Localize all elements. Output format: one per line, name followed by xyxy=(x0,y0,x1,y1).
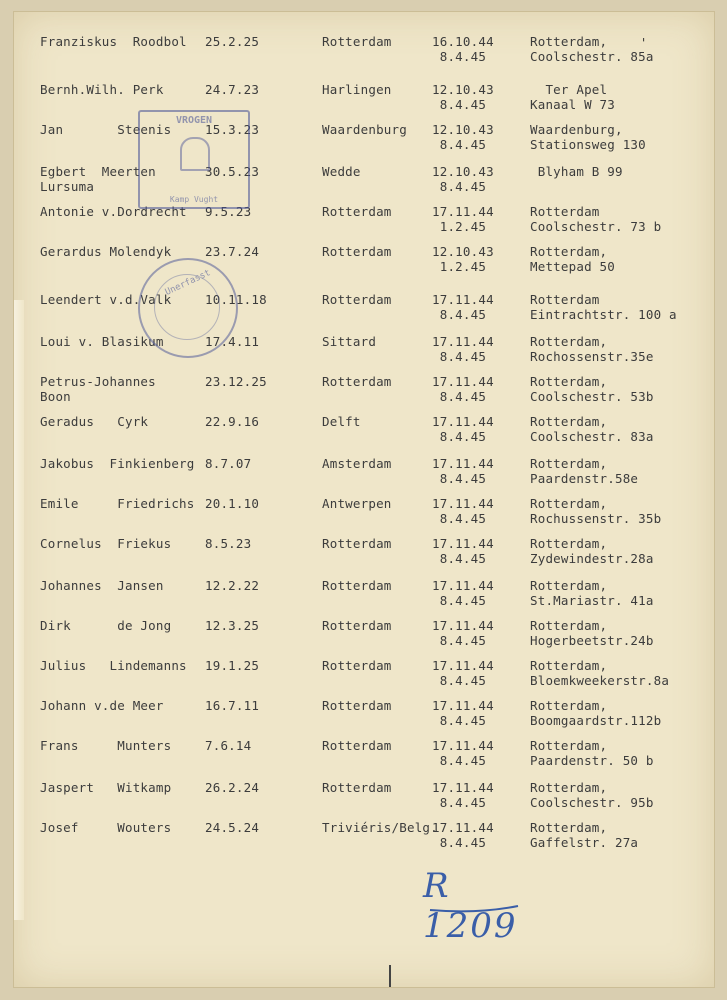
entry-address: Rotterdam, Zydewindestr.28a xyxy=(530,536,654,566)
entry-name: Johannes Jansen xyxy=(40,578,164,593)
entry-city: Rotterdam xyxy=(322,292,392,307)
entry-birth-date: 23.12.25 xyxy=(205,374,267,389)
entry-row xyxy=(0,496,727,536)
entry-dates: 12.10.43 1.2.45 xyxy=(432,244,494,274)
entry-city: Rotterdam xyxy=(322,658,392,673)
entry-row xyxy=(0,658,727,698)
entry-city: Delft xyxy=(322,414,361,429)
entry-dates: 17.11.44 8.4.45 xyxy=(432,578,494,608)
entry-address: Rotterdam, Coolschestr. 85a xyxy=(530,34,654,64)
entry-name: Jan Steenis xyxy=(40,122,172,137)
entry-dates: 17.11.44 8.4.45 xyxy=(432,738,494,768)
entry-dates: 17.11.44 8.4.45 xyxy=(432,414,494,444)
entry-name: Dirk de Jong xyxy=(40,618,172,633)
entry-address: Blyham B 99 xyxy=(530,164,623,179)
entry-address: Rotterdam, Coolschestr. 95b xyxy=(530,780,654,810)
entry-city: Rotterdam xyxy=(322,738,392,753)
entry-name: Julius Lindemanns xyxy=(40,658,187,673)
entry-address: Rotterdam, Rochossenstr.35e xyxy=(530,334,654,364)
entry-city: Sittard xyxy=(322,334,377,349)
entry-dates: 17.11.44 8.4.45 xyxy=(432,456,494,486)
entry-row xyxy=(0,780,727,820)
round-stamp xyxy=(138,258,238,358)
entry-birth-date: 26.2.24 xyxy=(205,780,260,795)
entry-dates: 17.11.44 8.4.45 xyxy=(432,820,494,850)
entry-row xyxy=(0,414,727,454)
entry-address: Rotterdam, Hogerbeetstr.24b xyxy=(530,618,654,648)
entry-birth-date: 23.7.24 xyxy=(205,244,260,259)
handwritten-annotation xyxy=(368,858,528,946)
entry-address: Ter Apel Kanaal W 73 xyxy=(530,82,615,112)
entry-birth-date: 17.4.11 xyxy=(205,334,260,349)
stamp-top-text: VROGEN xyxy=(175,115,213,126)
entry-name: Leendert v.d.Valk xyxy=(40,292,172,307)
entry-dates: 12.10.43 8.4.45 xyxy=(432,164,494,194)
entry-city: Rotterdam xyxy=(322,374,392,389)
entry-name: Antonie v.Dordrecht xyxy=(40,204,187,219)
stamp-bottom-text: Kamp Vught xyxy=(169,195,219,204)
entry-birth-date: 8.5.23 xyxy=(205,536,252,551)
entry-row xyxy=(0,334,727,374)
entry-address: Rotterdam, Coolschestr. 83a xyxy=(530,414,654,444)
entry-row xyxy=(0,82,727,122)
entry-row xyxy=(0,122,727,162)
entry-name: Loui v. Blasikum xyxy=(40,334,164,349)
entry-address: Rotterdam, Mettepad 50 xyxy=(530,244,615,274)
entry-city: Rotterdam xyxy=(322,536,392,551)
entry-row xyxy=(0,34,727,74)
entry-city: Rotterdam xyxy=(322,244,392,259)
entry-city: Antwerpen xyxy=(322,496,392,511)
entry-birth-date: 9.5.23 xyxy=(205,204,252,219)
entry-birth-date: 19.1.25 xyxy=(205,658,260,673)
bell-stamp-icon xyxy=(180,137,210,171)
entry-birth-date: 7.6.14 xyxy=(205,738,252,753)
entry-address: Rotterdam, St.Mariastr. 41a xyxy=(530,578,654,608)
entry-dates: 17.11.44 8.4.45 xyxy=(432,334,494,364)
entry-address: Rotterdam, Bloemkweekerstr.8a xyxy=(530,658,670,688)
entry-city: Wedde xyxy=(322,164,361,179)
tick-mark: ' xyxy=(640,36,648,50)
entry-birth-date: 15.3.23 xyxy=(205,122,260,137)
entry-birth-date: 12.3.25 xyxy=(205,618,260,633)
entry-city: Rotterdam xyxy=(322,578,392,593)
entry-name: Gerardus Molendyk xyxy=(40,244,172,259)
entry-address: Rotterdam Eintrachtstr. 100 a xyxy=(530,292,677,322)
entry-dates: 12.10.43 8.4.45 xyxy=(432,122,494,152)
entry-dates: 17.11.44 8.4.45 xyxy=(432,698,494,728)
entry-row xyxy=(0,204,727,244)
entry-dates: 16.10.44 8.4.45 xyxy=(432,34,494,64)
entry-name: Josef Wouters xyxy=(40,820,172,835)
entry-city: Rotterdam xyxy=(322,204,392,219)
entry-row xyxy=(0,456,727,496)
entry-city: Waardenburg xyxy=(322,122,407,137)
entry-city: Rotterdam xyxy=(322,618,392,633)
entry-birth-date: 30.5.23 xyxy=(205,164,260,179)
entry-birth-date: 12.2.22 xyxy=(205,578,260,593)
entry-row xyxy=(0,164,727,204)
entry-birth-date: 22.9.16 xyxy=(205,414,260,429)
square-stamp xyxy=(138,110,250,209)
entry-dates: 17.11.44 8.4.45 xyxy=(432,374,494,404)
entry-dates: 17.11.44 8.4.45 xyxy=(432,536,494,566)
entry-dates: 17.11.44 8.4.45 xyxy=(432,780,494,810)
entry-name: Petrus-Johannes Boon xyxy=(40,374,156,404)
entry-dates: 17.11.44 1.2.45 xyxy=(432,204,494,234)
entry-row xyxy=(0,374,727,414)
fold-mark xyxy=(389,965,391,987)
entry-address: Rotterdam, Paardenstr. 50 b xyxy=(530,738,654,768)
entry-dates: 12.10.43 8.4.45 xyxy=(432,82,494,112)
entry-row xyxy=(0,820,727,860)
entry-name: Emile Friedrichs xyxy=(40,496,195,511)
entry-birth-date: 16.7.11 xyxy=(205,698,260,713)
entry-name: Franziskus Roodbol xyxy=(40,34,187,49)
entry-city: Rotterdam xyxy=(322,698,392,713)
entry-row xyxy=(0,244,727,284)
entry-row xyxy=(0,698,727,738)
entry-row xyxy=(0,738,727,778)
entry-name: Jakobus Finkienberg xyxy=(40,456,195,471)
entry-name: Bernh.Wilh. Perk xyxy=(40,82,164,97)
entry-row xyxy=(0,292,727,332)
entry-city: Triviéris/Belg. xyxy=(322,820,438,835)
entry-row xyxy=(0,618,727,658)
entry-birth-date: 8.7.07 xyxy=(205,456,252,471)
round-stamp-text: Unerfasst xyxy=(163,268,213,298)
entry-row xyxy=(0,536,727,576)
entry-dates: 17.11.44 8.4.45 xyxy=(432,292,494,322)
entry-city: Harlingen xyxy=(322,82,392,97)
entry-name: Johann v.de Meer xyxy=(40,698,164,713)
entry-name: Frans Munters xyxy=(40,738,172,753)
entry-name: Cornelus Friekus xyxy=(40,536,172,551)
entry-name: Egbert Meerten Lursuma xyxy=(40,164,156,194)
entry-address: Rotterdam, Paardenstr.58e xyxy=(530,456,639,486)
entry-dates: 17.11.44 8.4.45 xyxy=(432,658,494,688)
entry-dates: 17.11.44 8.4.45 xyxy=(432,496,494,526)
entry-city: Amsterdam xyxy=(322,456,392,471)
annotation-text: R 1209 xyxy=(423,866,518,946)
entry-address: Rotterdam, Rochussenstr. 35b xyxy=(530,496,662,526)
entry-city: Rotterdam xyxy=(322,34,392,49)
entry-name: Geradus Cyrk xyxy=(40,414,149,429)
entry-birth-date: 25.2.25 xyxy=(205,34,260,49)
annotation-underline xyxy=(368,858,528,918)
entry-dates: 17.11.44 8.4.45 xyxy=(432,618,494,648)
entry-address: Rotterdam, Gaffelstr. 27a xyxy=(530,820,639,850)
entry-address: Rotterdam, Boomgaardstr.112b xyxy=(530,698,662,728)
entry-name: Jaspert Witkamp xyxy=(40,780,172,795)
entry-birth-date: 20.1.10 xyxy=(205,496,260,511)
entry-birth-date: 24.5.24 xyxy=(205,820,260,835)
entry-city: Rotterdam xyxy=(322,780,392,795)
entry-address: Rotterdam Coolschestr. 73 b xyxy=(530,204,662,234)
entry-row xyxy=(0,578,727,618)
entry-address: Rotterdam, Coolschestr. 53b xyxy=(530,374,654,404)
entry-address: Waardenburg, Stationsweg 130 xyxy=(530,122,646,152)
entry-birth-date: 10.11.18 xyxy=(205,292,267,307)
entry-birth-date: 24.7.23 xyxy=(205,82,260,97)
